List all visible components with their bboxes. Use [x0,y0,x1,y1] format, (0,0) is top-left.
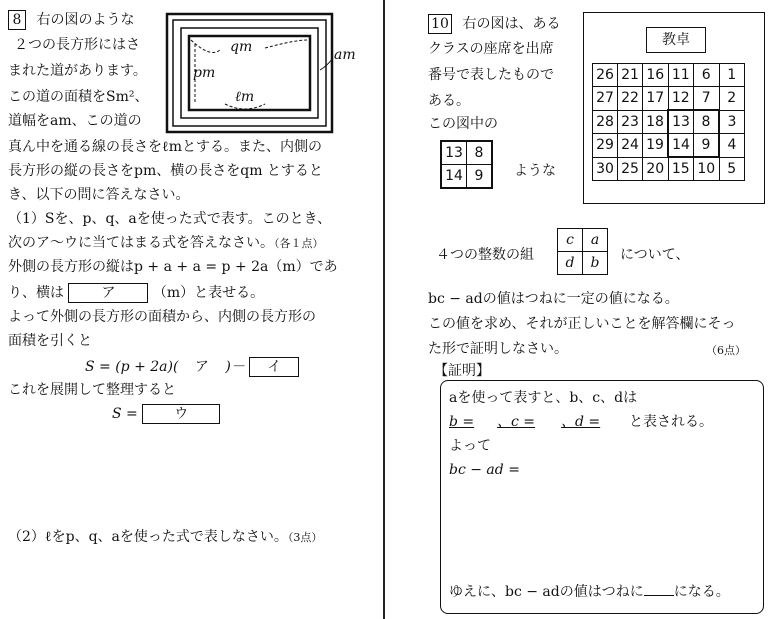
seat-cell: 13 [668,110,694,134]
letter-cell: a [583,229,608,252]
q8-line-6: 真ん中を通る線の長さをℓmとする。また、内側の [8,139,322,155]
q8-line-12: り、横は ア （m）と表せる。 [8,285,265,301]
proof-line-3: よって [449,438,491,454]
sample-grid [440,140,493,189]
seat-cell: 7 [694,87,720,111]
seat-table [592,63,745,181]
q10-line-8: について、 [620,247,690,263]
seat-cell: 20 [643,157,669,181]
seat-cell: 25 [618,157,643,181]
q10-line-9: bc − adの値はつねに一定の値になる。 [428,291,679,307]
seat-cell: 4 [719,134,745,158]
q8-part-2: （2）ℓをp、q、aを使った式で表しなさい。（3点） [8,529,323,545]
proof-answer-box[interactable] [440,380,764,614]
seat-cell: 27 [593,87,618,111]
proof-conclusion: ゆえに、bc − adの値はつねに になる。 [449,581,730,601]
q10-line-10: この値を求め、それが正しいことを解答欄にそっ [428,316,736,332]
sample-cell: 14 [441,165,467,189]
answer-box-u[interactable]: ウ [142,404,220,424]
seat-cell: 5 [719,157,745,181]
seat-cell: 29 [593,134,618,158]
q8-line-13: よって外側の長方形の面積から、内側の長方形の [8,309,316,325]
seat-cell: 30 [593,157,618,181]
seat-cell: 17 [643,87,669,111]
letter-cell: c [558,229,583,252]
conclusion-blank[interactable] [644,581,674,596]
seat-cell: 6 [694,64,720,87]
proof-line-4: bc − ad = [449,462,520,478]
answer-box-i[interactable]: イ [249,357,299,377]
q10-line-5: この図中の [428,116,498,132]
sample-cell: 13 [441,141,467,165]
q8-line-10: 次のア～ウに当てはまる式を答えなさい。（各１点） [8,235,324,251]
q10-line-11: た形で証明しなさい。 [428,341,568,357]
seating-chart [583,12,765,204]
seat-cell: 24 [618,134,643,158]
seat-cell: 9 [694,134,720,158]
proof-line-1: aを使って表すと、b、c、dは [449,390,638,406]
q8-line-1: 8 右の図のような [8,10,134,30]
seat-cell: 23 [618,110,643,134]
letter-cell: b [583,252,608,275]
figure-label-q: qm [230,39,253,55]
teacher-desk: 教卓 [646,27,706,53]
proof-label: 【証明】 [434,363,490,379]
answer-box-a[interactable]: ア [68,283,148,303]
q8-line-5: 道幅をam、この道の [8,113,142,129]
seat-cell: 28 [593,110,618,134]
seat-cell: 21 [618,64,643,87]
q10-line-2: クラスの座席を出席 [428,41,554,57]
seat-cell: 26 [593,64,618,87]
figure-label-l: ℓm [235,89,255,105]
q8-equation-2: S = ウ [112,404,220,424]
seat-cell: 14 [668,134,694,158]
figure-label-a: am [334,47,356,63]
sample-cell: 8 [467,141,493,165]
q10-line-3: 番号で表したもので [428,67,554,83]
seat-cell: 22 [618,87,643,111]
proof-line-2: b = 、c = 、d = と表される。 [449,414,713,430]
q8-line-11: 外側の長方形の縦はp + a + a = p + 2a（m）であ [8,259,338,275]
seat-cell: 15 [668,157,694,181]
seat-cell: 16 [643,64,669,87]
column-divider [383,0,385,619]
answer-a-ref: ア [194,359,209,375]
q8-line-15: これを展開して整理すると [8,382,176,398]
seat-cell: 11 [668,64,694,87]
q8-line-3: まれた道があります。 [8,63,147,79]
q8-line-14: 面積を引くと [8,333,92,349]
seat-cell: 10 [694,157,720,181]
q10-line-4: ある。 [428,93,470,109]
q8-equation-1: S = (p + 2a)( ア )－ イ [85,357,299,377]
q10-line-7: ４つの整数の組 [436,247,534,263]
q8-line-4: この道の面積をSm²、 [8,89,149,105]
q10-points: （6点） [706,344,746,357]
seat-cell: 3 [719,110,745,134]
seat-cell: 2 [719,87,745,111]
q10-number: 10 [428,14,452,34]
q8-points-1: （各１点） [274,237,324,250]
q8-line-8: き、以下の問に答えなさい。 [8,187,190,203]
q8-line-2: ２つの長方形にはさ [14,37,140,53]
seat-cell: 19 [643,134,669,158]
q8-number: 8 [8,10,26,30]
letter-grid [557,228,608,275]
sample-cell: 9 [467,165,493,189]
q10-line-6: ような [514,163,556,179]
q10-line-1: 10 右の図は、ある [428,14,560,34]
q8-points-2: （3点） [287,531,323,544]
q8-line-7: 長方形の縦の長さをpm、横の長さをqm とすると [8,163,323,179]
letter-cell: d [558,252,583,275]
seat-cell: 18 [643,110,669,134]
seat-cell: 1 [719,64,745,87]
seat-cell: 8 [694,110,720,134]
seat-cell: 12 [668,87,694,111]
figure-label-p: pm [193,65,216,81]
q8-line-9: （1）Sを、p、q、aを使った式で表す。このとき、 [8,211,332,227]
